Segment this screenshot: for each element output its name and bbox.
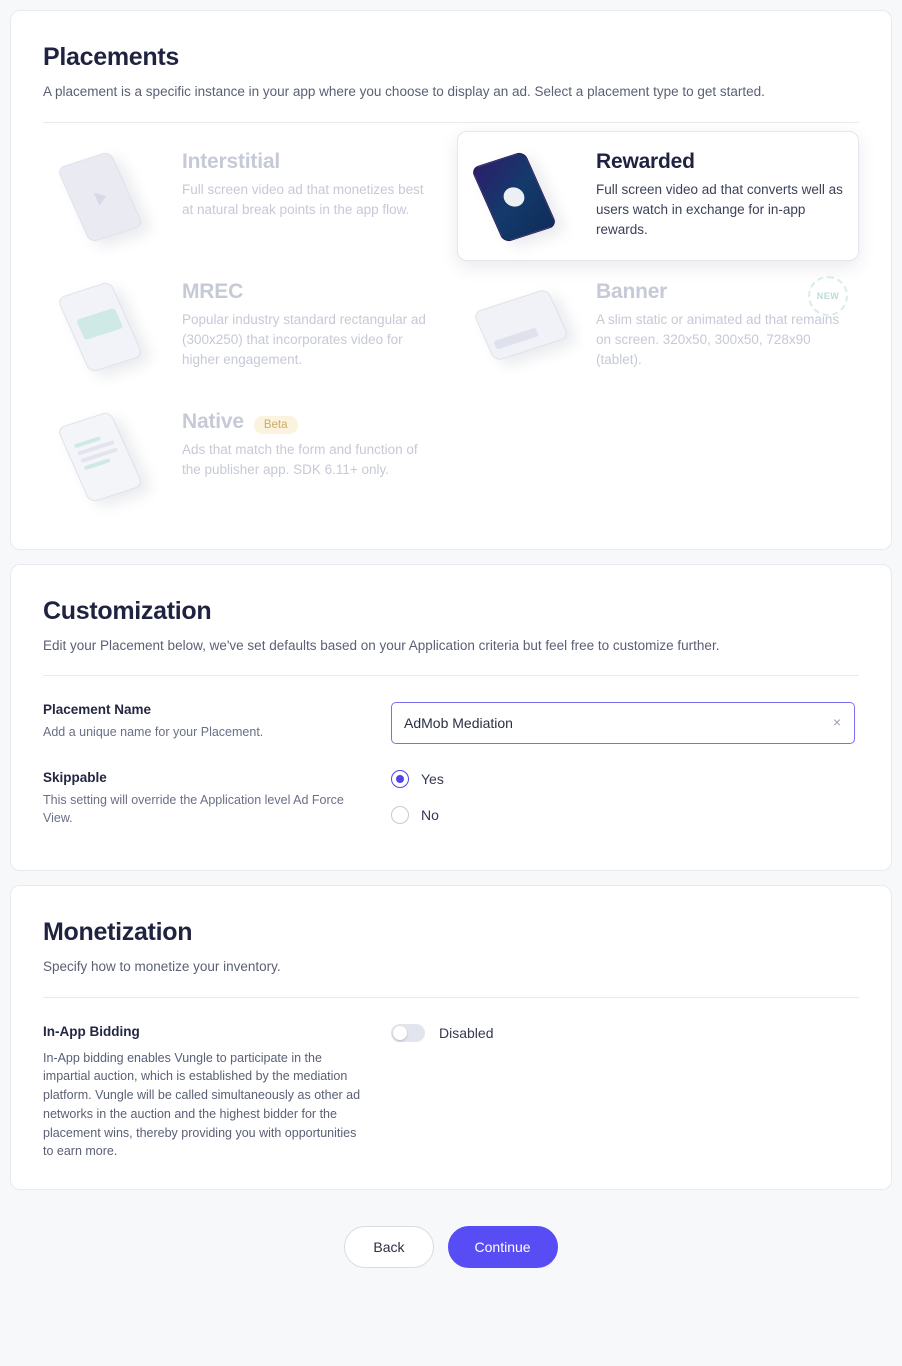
skippable-option-yes[interactable] bbox=[391, 770, 859, 788]
in-app-bidding-toggle-row bbox=[391, 1024, 859, 1042]
in-app-bidding-label: In-App Bidding bbox=[43, 1023, 140, 1039]
divider bbox=[43, 997, 859, 998]
clear-icon[interactable]: × bbox=[832, 714, 842, 731]
monetization-subtitle: Specify how to monetize your inventory. bbox=[43, 959, 281, 975]
divider bbox=[43, 675, 859, 676]
placement-title: Interstitial bbox=[182, 149, 280, 173]
placement-title: MREC bbox=[182, 279, 244, 303]
skippable-row bbox=[43, 770, 859, 842]
placement-option-interstitial[interactable] bbox=[43, 131, 445, 261]
beta-badge: Beta bbox=[254, 416, 298, 434]
toggle-knob-icon bbox=[393, 1026, 407, 1040]
radio-label-no: No bbox=[421, 807, 439, 824]
placement-option-rewarded[interactable] bbox=[457, 131, 859, 261]
placement-description: Full screen video ad that monetizes best at natural break points in the app flow. bbox=[182, 181, 424, 217]
radio-icon-yes[interactable] bbox=[391, 770, 409, 788]
divider bbox=[43, 122, 859, 123]
placement-name-help: Add a unique name for your Placement. bbox=[43, 725, 264, 740]
placement-name-label: Placement Name bbox=[43, 702, 152, 718]
rewarded-thumbnail bbox=[472, 150, 582, 242]
skippable-help: This setting will override the Application level Ad Force View. bbox=[43, 793, 344, 826]
placement-type-grid bbox=[43, 131, 859, 521]
banner-thumbnail bbox=[472, 280, 582, 372]
placement-description: Full screen video ad that converts well as users watch in exchange for in-app rewards. bbox=[596, 181, 843, 238]
placements-card bbox=[10, 10, 892, 550]
placement-option-native[interactable] bbox=[43, 391, 445, 521]
footer-actions bbox=[10, 1204, 892, 1298]
monetization-card bbox=[10, 885, 892, 1190]
in-app-bidding-state: Disabled bbox=[439, 1024, 494, 1041]
skippable-option-no[interactable] bbox=[391, 806, 859, 824]
in-app-bidding-row bbox=[43, 1024, 859, 1162]
native-thumbnail bbox=[58, 410, 168, 502]
placements-subtitle: A placement is a specific instance in your app where you choose to display an ad. Select a placement type to get started. bbox=[43, 84, 765, 99]
mrec-thumbnail bbox=[58, 280, 168, 372]
placement-title: Rewarded bbox=[596, 149, 695, 173]
new-badge-icon: NEW bbox=[808, 276, 848, 316]
monetization-title: Monetization bbox=[43, 918, 193, 947]
customization-title: Customization bbox=[43, 596, 212, 625]
in-app-bidding-toggle[interactable] bbox=[391, 1024, 425, 1042]
interstitial-thumbnail bbox=[58, 150, 168, 242]
placement-title: Banner bbox=[596, 279, 668, 303]
customization-subtitle: Edit your Placement below, we've set defaults based on your Application criteria but feel free to customize further. bbox=[43, 637, 720, 653]
placement-name-row bbox=[43, 702, 859, 744]
radio-label-yes: Yes bbox=[421, 771, 444, 788]
placement-title: Native bbox=[182, 409, 244, 433]
back-button[interactable]: Back bbox=[344, 1226, 433, 1268]
placement-name-input[interactable] bbox=[391, 702, 855, 744]
placement-option-banner[interactable] bbox=[457, 261, 859, 391]
placement-description: A slim static or animated ad that remains on screen. 320x50, 300x50, 728x90 (tablet). bbox=[596, 311, 840, 368]
radio-icon-no[interactable] bbox=[391, 806, 409, 824]
placement-option-mrec[interactable] bbox=[43, 261, 445, 391]
placement-description: Popular industry standard rectangular ad (300x250) that incorporates video for higher engagement. bbox=[182, 311, 426, 368]
customization-card bbox=[10, 564, 892, 872]
skippable-label: Skippable bbox=[43, 770, 107, 786]
in-app-bidding-help: In-App bidding enables Vungle to participate in the impartial auction, which is established by the mediation platform. Vungle will be called simultaneously as other ad networks in the auction and the highest bidder for the placement wins, thereby providing you with opportunities to earn more. bbox=[43, 1050, 361, 1159]
page-title: Placements bbox=[43, 43, 179, 71]
placement-description: Ads that match the form and function of the publisher app. SDK 6.11+ only. bbox=[182, 441, 418, 477]
continue-button[interactable]: Continue bbox=[448, 1226, 558, 1268]
